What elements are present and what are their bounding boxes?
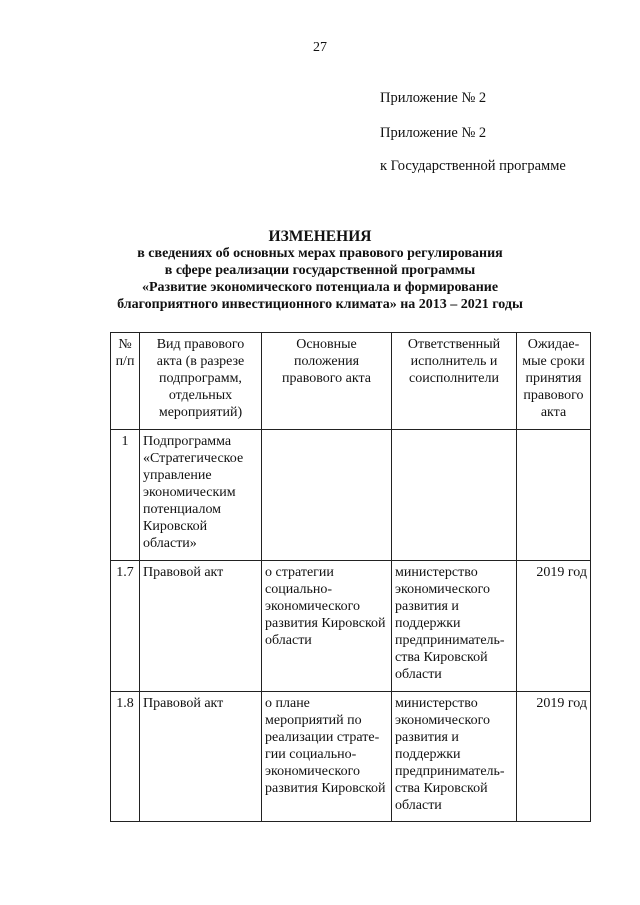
page-number: 27 — [313, 40, 327, 55]
appendix-line-1: Приложение № 2 — [380, 90, 487, 106]
header-provisions: Основные положения правового акта — [262, 333, 392, 430]
regulation-table — [110, 332, 591, 822]
title-line-1: в сведениях об основных мерах правового регулирования — [137, 246, 503, 261]
row-act-type: Правовой акт — [140, 692, 262, 822]
row-number: 1 — [111, 430, 140, 561]
table-row — [111, 561, 591, 692]
row-provisions — [262, 430, 392, 561]
row-deadline: 2019 год — [517, 561, 591, 692]
row-executor: министерство экономического развития и поддержки предприниматель-ства Кировской области — [392, 561, 517, 692]
row-deadline: 2019 год — [517, 692, 591, 822]
row-act-type: Правовой акт — [140, 561, 262, 692]
header-executor: Ответственный исполнитель и соисполнители — [392, 333, 517, 430]
table-header-row — [111, 333, 591, 430]
row-act-type: Подпрограмма «Стратегическое управление экономическим потенциалом Кировской области» — [140, 430, 262, 561]
row-deadline — [517, 430, 591, 561]
appendix-line-3: к Государственной программе — [380, 158, 566, 174]
title-line-4: благоприятного инвестиционного климата» на 2013 – 2021 годы — [117, 297, 523, 312]
row-executor — [392, 430, 517, 561]
title-line-3: «Развитие экономического потенциала и формирование — [141, 280, 499, 295]
table-row — [111, 430, 591, 561]
document-title — [0, 228, 640, 313]
header-deadline: Ожидае-мые сроки принятия правового акта — [517, 333, 591, 430]
title-main: ИЗМЕНЕНИЯ — [268, 228, 372, 245]
header-act-type: Вид правового акта (в разрезе подпрограмм, отдельных мероприятий) — [140, 333, 262, 430]
row-provisions: о плане мероприятий по реализации страте-гии социально-экономического развития Кировской — [262, 692, 392, 822]
appendix-line-2: Приложение № 2 — [380, 125, 487, 141]
row-provisions: о стратегии социально-экономического развития Кировской области — [262, 561, 392, 692]
row-executor: министерство экономического развития и поддержки предприниматель-ства Кировской области — [392, 692, 517, 822]
header-number: № п/п — [111, 333, 140, 430]
row-number: 1.7 — [111, 561, 140, 692]
row-number: 1.8 — [111, 692, 140, 822]
table-row — [111, 692, 591, 822]
title-line-2: в сфере реализации государственной программы — [164, 263, 476, 278]
